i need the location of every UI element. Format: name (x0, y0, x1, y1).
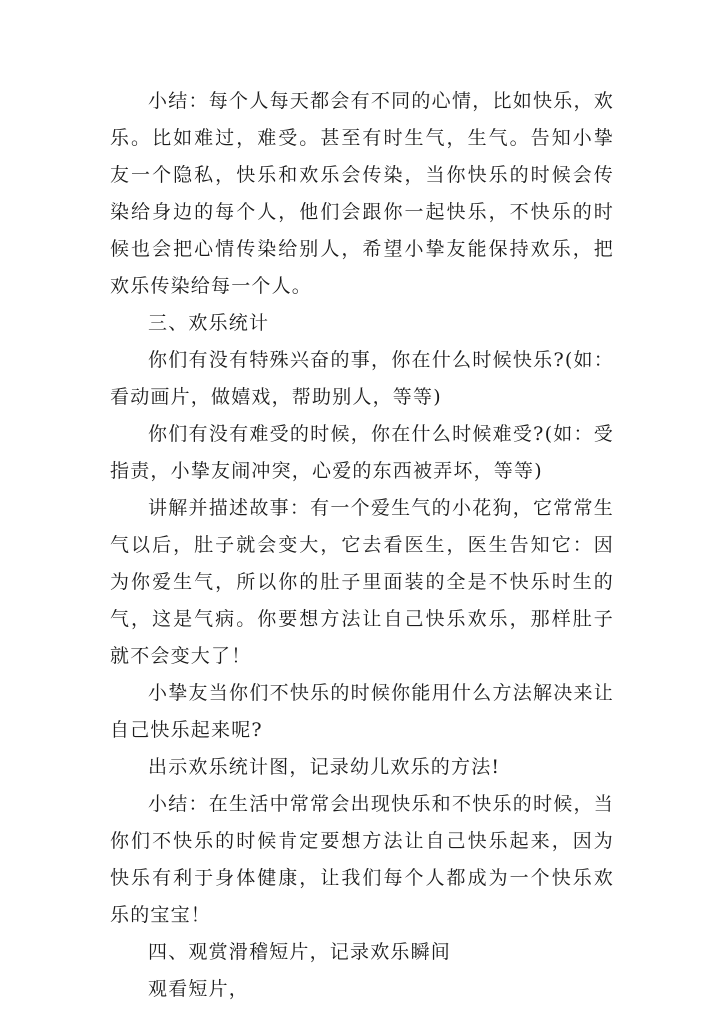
document-body (110, 83, 614, 1008)
paragraph-solution-question: 小挚友当你们不快乐的时候你能用什么方法解决来让自己快乐起来呢? (110, 682, 614, 741)
paragraph-summary-2: 小结：在生活中常常会出现快乐和不快乐的时候，当你们不快乐的时候肯定要想方法让自己快乐起来，因为快乐有利于身体健康，让我们每个人都成为一个快乐欢乐的宝宝！ (110, 793, 614, 926)
paragraph-summary-1: 小结：每个人每天都会有不同的心情，比如快乐，欢乐。比如难过，难受。甚至有时生气，生气。告知小挚友一个隐私，快乐和欢乐会传染，当你快乐的时候会传染给身边的每个人，他们会跟你一起快乐，不快乐的时候也会把心情传染给别人，希望小挚友能保持欢乐，把欢乐传染给每一个人。 (110, 90, 614, 297)
section-heading-3: 三、欢乐统计 (148, 312, 270, 334)
paragraph-chart-instruction: 出示欢乐统计图，记录幼儿欢乐的方法! (148, 756, 501, 778)
paragraph-happy-question: 你们有没有特殊兴奋的事，你在什么时候快乐?(如：看动画片，做嬉戏，帮助别人，等等) (110, 349, 614, 408)
section-heading-4: 四、观赏滑稽短片，记录欢乐瞬间 (148, 941, 452, 963)
paragraph-story: 讲解并描述故事：有一个爱生气的小花狗，它常常生气以后，肚子就会变大，它去看医生，医生告知它：因为你爱生气，所以你的肚子里面装的全是不快乐时生的气，这是气病。你要想方法让自己快乐欢乐，那样肚子就不会变大了！ (110, 497, 614, 667)
paragraph-watch-film: 观看短片， (148, 978, 250, 1000)
paragraph-sad-question: 你们有没有难受的时候，你在什么时候难受?(如：受指责，小挚友闹冲突，心爱的东西被弄坏，等等) (110, 423, 614, 482)
